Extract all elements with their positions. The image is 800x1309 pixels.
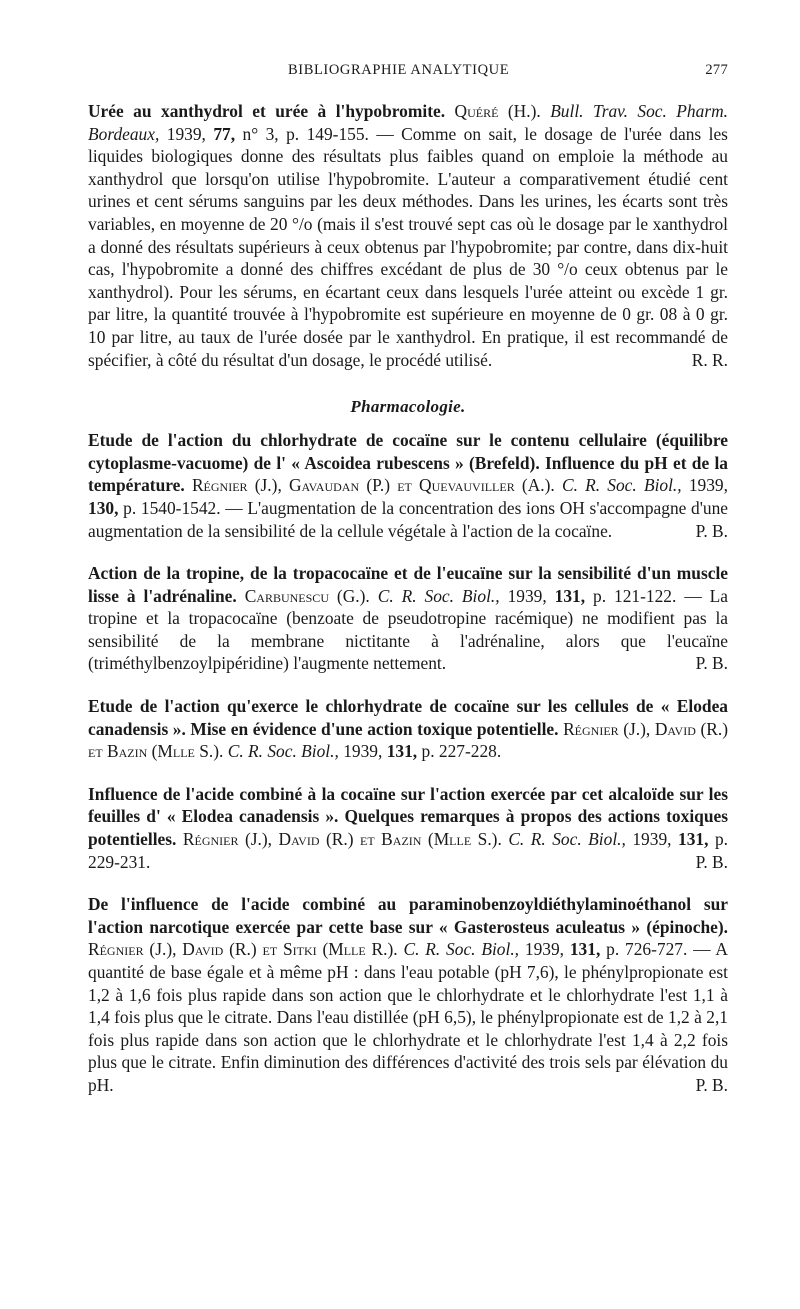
entry-year: 1939, <box>632 829 672 850</box>
entry-year: 1939, <box>166 123 206 144</box>
entry-pages: p. 121-122. <box>593 585 677 606</box>
entry-year: 1939, <box>524 939 565 960</box>
entry-volume: 131, <box>554 585 586 606</box>
bibliography-entry <box>88 695 728 763</box>
entry-body: — A quantité de base égale et à même pH : dans l'eau potable (pH 7,6), le phénylpropionate est 1,2 à 1,6 fois plus rapide dans son action que le chlorhydrate et le chlorhydrate l'est 1,1 à 1,4 fois plus que le citrate. Dans l'eau distillée (pH 6,5), le phénylpropionate est de 1,2 à 2,1 fois plus rapide dans son action que le chlorhydrate et le chlorhydrate l'est 1,4 à 2,2 fois plus que le citrate. Enfin diminution des différences d'activité des trois sels par élévation du pH. <box>88 939 728 1095</box>
entry-pages: n° 3, p. 149-155. <box>242 123 369 144</box>
running-head <box>88 56 728 84</box>
entry-body: — La tropine et la tropacocaïne (benzoate de pseudotropine racémique) ne modifient pas la sensibilité de la membrane nictitante à l'adrénaline, alors que l'eucaïne (triméthylbenzoylpipéridine) l'augmente nettement. <box>88 585 728 674</box>
running-title: BIBLIOGRAPHIE ANALYTIQUE <box>288 62 510 78</box>
bibliography-entry <box>88 783 728 873</box>
entry-authors: Régnier (J.), Gavaudan (P.) et Quevauviller (A.). <box>191 475 555 496</box>
entry-journal: C. R. Soc. Biol., <box>227 741 339 762</box>
entry-pages: p. 227-228. <box>421 741 502 762</box>
entry-volume: 131, <box>569 939 601 960</box>
page <box>88 56 728 1097</box>
entry-journal: C. R. Soc. Biol., <box>561 475 682 496</box>
entry-volume: 131, <box>678 829 709 850</box>
entry-title: Urée au xanthydrol et urée à l'hypobromite. <box>88 101 446 121</box>
entry-title: Influence de l'acide combiné à la cocaïne sur l'action exercée par cet alcaloïde sur les feuilles d' « Elodea canadensis ». Quelques remarques à propos des actions toxiques potentielles. <box>88 783 728 850</box>
entry-signature: P. B. <box>695 851 728 872</box>
entry-signature: P. B. <box>695 1074 728 1095</box>
entry-pages: p. 229-231. <box>88 829 728 872</box>
entry-signature: R. R. <box>691 349 728 370</box>
entry-authors: Régnier (J.), David (R.) et Sitki (Mlle R.). <box>88 939 398 960</box>
entry-year: 1939, <box>343 741 383 762</box>
page-number: 277 <box>705 62 728 78</box>
entry-journal: C. R. Soc. Biol., <box>403 939 520 960</box>
entry-volume: 77, <box>213 123 236 144</box>
entry-body: — Comme on sait, le dosage de l'urée dans les liquides biologiques donne des résultats plus faibles quand on emploie la méthode au xanthydrol que lorsqu'on utilise l'hypobromite. L'auteur a comparativement étudié cent urines et cent sérums sanguins par les deux méthodes. Dans les urines, les écarts sont très variables, en moyenne de 20 °/o (mais il s'est trouvé sept cas où le dosage par le xanthydrol a donné des résultats supérieurs à ceux obtenus par l'hypobromite; par contre, dans dix-huit cas, l'hypobromite a donné des chiffres excédant de plus de 30 °/o ceux obtenus par le xanthydrol). Pour les sérums, en écartant ceux dans lesquels l'urée atteint ou excède 1 gr. par litre, la quantité trouvée à l'hypobromite est supérieure en moyenne de 0 gr. 08 à 0 gr. 10 par litre, au taux de l'urée dosée par le xanthydrol. En pratique, il est recommandé de spécifier, à côté du résultat d'un dosage, le procédé utilisé. <box>88 123 728 370</box>
entry-journal: C. R. Soc. Biol., <box>377 585 500 606</box>
entry-authors: Carbunescu (G.). <box>244 585 370 606</box>
entry-volume: 131, <box>386 741 418 762</box>
entry-journal: C. R. Soc. Biol., <box>508 829 626 850</box>
entry-signature: P. B. <box>695 653 728 674</box>
bibliography-entry <box>88 893 728 1096</box>
entry-authors: Régnier (J.), David (R.) et Bazin (Mlle S.). <box>88 718 728 762</box>
entry-title: De l'influence de l'acide combiné au paraminobenzoyldiéthylaminoéthanol sur l'action narcotique exercée par cette base sur « Gasterosteus aculeatus » (épinoche). <box>88 894 728 937</box>
entry-pages: p. 726-727. <box>606 939 688 960</box>
entry-title: Etude de l'action qu'exerce le chlorhydrate de cocaïne sur les cellules de « Elodea canadensis ». Mise en évidence d'une action toxique potentielle. <box>88 696 728 739</box>
entry-year: 1939, <box>688 475 728 496</box>
entry-volume: 130, <box>88 497 119 518</box>
entry-authors: Quéré (H.). <box>454 101 541 121</box>
entry-year: 1939, <box>507 585 547 606</box>
entry-pages: p. 1540-1542. <box>123 497 221 518</box>
bibliography-entry <box>88 100 728 371</box>
entry-journal: Bull. Trav. Soc. Pharm. Bordeaux, <box>88 101 728 144</box>
entry-body: — L'augmentation de la concentration des ions OH s'accompagne d'une augmentation de la sensibilité de la cellule végétale à l'action de la cocaïne. <box>88 497 728 541</box>
bibliography-entry <box>88 562 728 675</box>
entry-signature: P. B. <box>695 520 728 541</box>
entry-title: Etude de l'action du chlorhydrate de cocaïne sur le contenu cellulaire (équilibre cytoplasme-vacuome) de l' « Ascoidea rubescens » (Brefeld). Influence du pH et de la température. <box>88 430 728 496</box>
bibliography-entry <box>88 429 728 542</box>
entry-title: Action de la tropine, de la tropacocaïne et de l'eucaïne sur la sensibilité d'un muscle lisse à l'adrénaline. <box>88 563 728 606</box>
section-heading: Pharmacologie. <box>350 397 466 417</box>
entry-authors: Régnier (J.), David (R.) et Bazin (Mlle S.). <box>182 829 502 850</box>
